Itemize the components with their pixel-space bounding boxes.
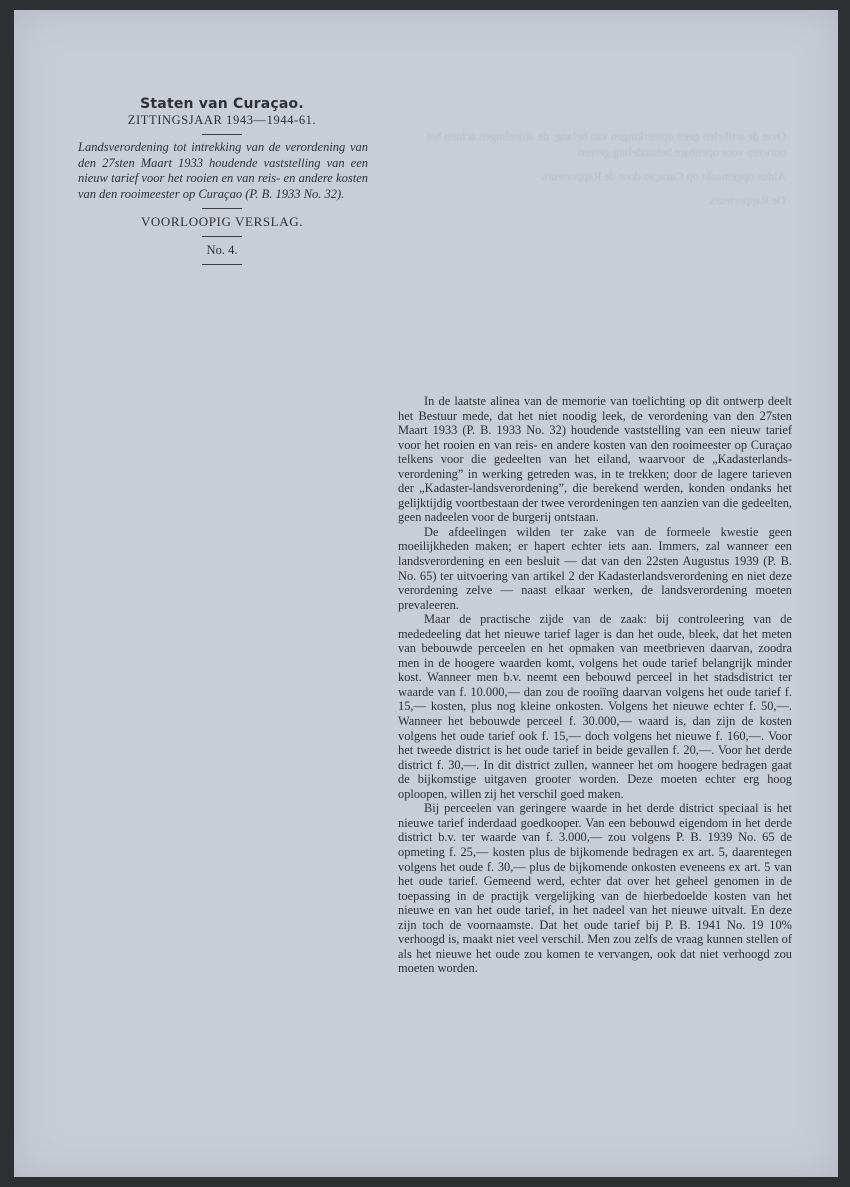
header-divider <box>202 236 242 237</box>
bill-subject: Landsverordening tot intrekking van de verordening van den 27sten Maart 1933 houdende vaststelling van een nieuw tarief voor het rooien en van reis- en andere kosten van den rooimeester op Curaçao (P. B. 1933 No. 32). <box>78 140 368 201</box>
body-paragraph: Bij perceelen van geringere waarde in het derde district speciaal is het nieuwe tarief inderdaad goedkooper. Van een bebouwd eigendom in het derde district b.v. ter waarde van f. 3.000,— zou volgens P. B. 1939 No. 65 de opmeting f. 25,— kosten plus de bijkomende bedragen ex art. 5, daarentegen volgens het oude f. 30,— plus de bijkomende onkosten eveneens ex art. 5 van het oude tarief. Gemeend werd, echter dat over het geheel genomen in de toepassing in de practijk vergelijking van de hierbedoelde kosten van het nieuwe en van het oude tarief, in het nadeel van het nieuwe uitvalt. En deze zijn toch de voornaamste. Dat het oude tarief bij P. B. 1941 No. 19 10% verhoogd is, maakt niet veel verschil. Men zou zelfs de vraag kunnen stellen of als het nieuwe het oude zou komen te vervangen, ook dat niet verhoogd zou moeten worden. <box>398 801 792 976</box>
report-body <box>398 394 792 976</box>
header-divider <box>202 208 242 209</box>
report-title: VOORLOOPIG VERSLAG. <box>140 214 304 229</box>
report-number: No. 4. <box>206 243 238 257</box>
body-paragraph: Maar de practische zijde van de zaak: bij controleering van de mededeeling dat het nieuwe tarief lager is dan het oude, bleek, dat het meten van bebouwde perceelen en het opmaken van meetbrieven daarvan, zoodra men in de hoogere waarden komt, volgens het oude tarief belangrijk minder kost. Wanneer men b.v. neemt een bebouwd perceel in het stadsdistrict ter waarde van f. 10.000,— dan zou de rooiïng daarvan volgens het oude tarief f. 15,— kosten, plus nog kleine onkosten. Volgens het nieuwe echter f. 50,—. Wanneer het bebouwde perceel f. 30.000,— waard is, dan zijn de kosten volgens het oude tarief ook f. 15,— doch volgens het nieuwe f. 160,—. Voor het tweede district is het oude tarief in beide gevallen f. 20,—. Voor het derde district f. 30,—. In dit district zullen, wanneer het om hoogere bedragen gaat de bijkomstige uitgaven grooter worden. Deze moeten echter erg hoog oploopen, willen zij het verschil goed maken. <box>398 612 792 801</box>
institution-title: Staten van Curaçao. <box>140 96 304 112</box>
bleed-through-text: Over de artikelen geen opmerkingen van belang; de afdeelingen achten het ontwerp voor openbare behandeling gereed. Aldus opgemaakt op Curaçao door de Rapporteurs. De Rapporteurs. <box>426 129 786 207</box>
document-header <box>74 96 370 270</box>
document-page <box>14 10 838 1177</box>
header-divider <box>202 134 242 135</box>
header-divider <box>202 264 242 265</box>
body-paragraph: In de laatste alinea van de memorie van toelichting op dit ontwerp deelt het Bestuur mede, dat het niet noodig leek, de verordening van den 27sten Maart 1933 (P. B. 1933 No. 32) houdende vaststelling van een nieuw tarief voor het rooien en van reis- en andere kosten van den rooimeester op Curaçao telkens voor die gedeelten van het eiland, waarvoor de „Kadasterlands-verordening” in werking getreden was, in te trekken; door de lagere tarieven der „Kadaster-landsverordening”, die berekend werden, konden ondanks het gelijktijdig voortbestaan der twee verordeningen ten aanzien van die gedeelten, geen nadeelen voor de burgerij ontstaan. <box>398 394 792 525</box>
body-paragraph: De afdeelingen wilden ter zake van de formeele kwestie geen moeilijkheden maken; er hapert echter iets aan. Immers, zal wanneer een landsverordening en een besluit — dat van den 22sten Augustus 1939 (P. B. No. 65) ter uitvoering van artikel 2 der Kadasterlandsverordening en niet deze verordening zelve — naast elkaar werken, de landsverordening moeten prevaleeren. <box>398 524 792 612</box>
session-year: ZITTINGSJAAR 1943—1944-61. <box>127 113 317 127</box>
